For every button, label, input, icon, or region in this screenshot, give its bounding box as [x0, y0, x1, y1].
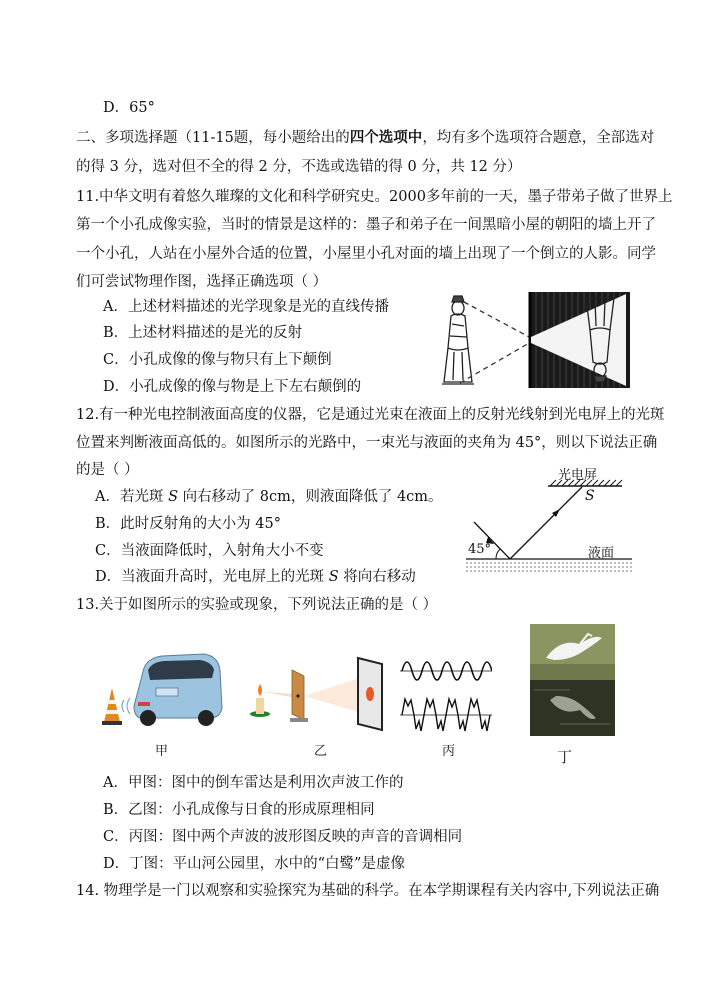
q12-option-d-s: S	[328, 569, 339, 585]
q12-option-d	[95, 567, 416, 587]
reflection-diagram	[464, 460, 634, 580]
candle-icon	[250, 684, 270, 717]
pinhole-figure	[434, 290, 634, 390]
q12-option-d-post: 将向右移动	[338, 569, 416, 585]
caption-ding: 丁	[557, 748, 573, 766]
q13-option-d: D．丁图：平山河公园里，水中的“白鹭”是虚像	[103, 856, 405, 872]
egret-photo	[530, 624, 615, 736]
section2-heading-bold: 四个选项中	[349, 129, 423, 146]
q11-stem-line2: 第一个小孔成像实验，当时的情景是这样的：墨子和弟子在一间黑暗小屋的朝阳的墙上开了	[76, 217, 656, 233]
q12-stem-line2: 位置来判断液面高低的。如图所示的光路中，一束光与液面的夹角为 45°，则以下说法正确	[76, 435, 658, 451]
q12-option-a	[95, 487, 443, 507]
pinhole-experiment-image	[246, 654, 386, 734]
ray-bottom	[460, 342, 531, 383]
q13-option-a: A．甲图：图中的倒车雷达是利用次声波工作的	[103, 775, 404, 791]
car-icon	[134, 654, 222, 726]
caption-yi: 乙	[314, 744, 328, 759]
person-figure-icon	[442, 296, 474, 384]
q13-option-b: B．乙图：小孔成像与日食的形成原理相同	[103, 802, 375, 818]
caption-bing: 丙	[442, 744, 456, 759]
screen-icon	[358, 658, 382, 730]
section2-heading	[76, 128, 654, 148]
q12-stem-line3: 的是（ ）	[76, 462, 139, 478]
q12-option-d-pre: D．当液面升高时，光电屏上的光斑	[95, 569, 329, 585]
q11-option-c: C．小孔成像的像与物只有上下颠倒	[103, 352, 332, 368]
car-radar-image	[100, 648, 224, 730]
q12-option-b: B．此时反射角的大小为 45°	[95, 516, 281, 532]
dark-room-wall	[530, 292, 630, 388]
q10-option-d: D．65°	[103, 100, 155, 116]
waveform-image	[400, 651, 492, 735]
section2-heading-text: 二、多项选择题（11-15题，每小题给出的	[76, 130, 350, 146]
q12-option-c: C．当液面降低时，入射角大小不变	[95, 543, 324, 559]
q11-stem-line1: 11.中华文明有着悠久璀璨的文化和科学研究史。2000多年前的一天，墨子带弟子做了世界上	[76, 189, 673, 205]
caption-jia: 甲	[155, 744, 169, 759]
q12-stem-line1: 12.有一种光电控制液面高度的仪器，它是通过光束在液面上的反射光线射到光电屏上的光斑	[76, 407, 665, 423]
surface-label: 液面	[588, 546, 615, 561]
screen-label: 光电屏	[558, 468, 598, 483]
q12-option-a-s: S	[168, 489, 179, 505]
section2-line2: 的得 3 分，选对但不全的得 2 分，不选或选错的得 0 分，共 12 分）	[76, 159, 522, 175]
q11-option-a: A．上述材料描述的光学现象是光的直线传播	[103, 299, 389, 315]
q13-option-c: C．丙图：图中两个声波的波形图反映的声音的音调相同	[103, 829, 463, 845]
q11-stem-line3: 一个小孔，人站在小屋外合适的位置，小屋里小孔对面的墙上出现了一个倒立的人影。同学	[76, 246, 656, 262]
reflection-figure	[464, 460, 634, 580]
q14-stem: 14. 物理学是一门以观察和实验探究为基础的科学。在本学期课程有关内容中,下列说法正确	[76, 883, 660, 899]
q11-stem-line4: 们可尝试物理作图，选择正确选项（ ）	[76, 274, 328, 290]
angle-label: 45°	[468, 542, 492, 557]
q12-option-a-post: 向右移动了 8cm，则液面降低了 4cm。	[178, 489, 443, 505]
traffic-cone-icon	[102, 688, 122, 725]
q11-option-b: B．上述材料描述的是光的反射	[103, 325, 303, 341]
q11-option-d: D．小孔成像的像与物是上下左右颠倒的	[103, 379, 362, 395]
q13-stem: 13.关于如图所示的实验或现象，下列说法正确的是（ ）	[76, 597, 438, 613]
spot-label: S	[585, 488, 595, 504]
section2-heading-rest: ，均有多个选项符合题意，全部选对	[422, 130, 655, 146]
q12-option-a-pre: A．若光斑	[95, 489, 169, 505]
ray-top	[464, 302, 531, 338]
